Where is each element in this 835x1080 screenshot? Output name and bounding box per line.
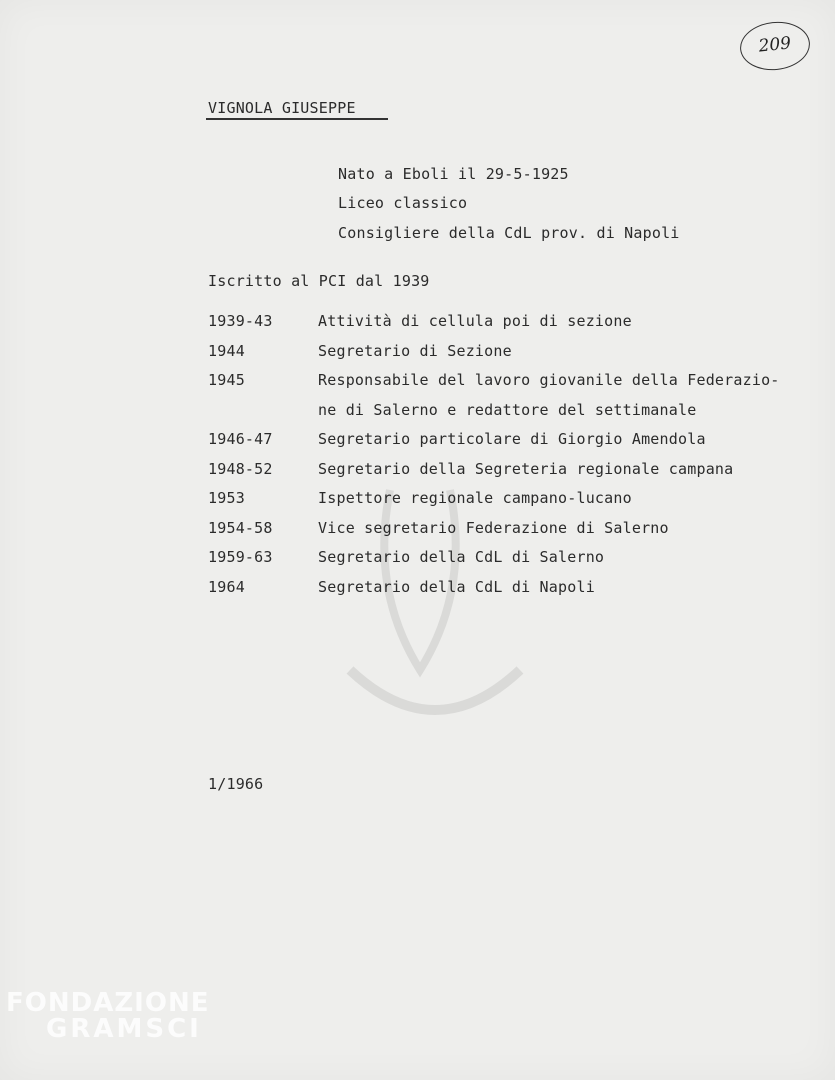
page-number-stamp <box>738 18 813 73</box>
timeline-year: 1939-43 <box>208 312 273 330</box>
faint-emblem-watermark <box>330 470 540 750</box>
timeline-year: 1959-63 <box>208 548 273 566</box>
timeline-year: 1945 <box>208 371 245 389</box>
timeline-description: ne di Salerno e redattore del settimanale <box>318 400 697 419</box>
heading-underline <box>206 118 388 120</box>
timeline-year: 1944 <box>208 341 245 360</box>
logo-line-1: FONDAZIONE <box>6 988 210 1018</box>
page-number: 209 <box>757 33 793 57</box>
education-info: Liceo classico <box>338 194 468 212</box>
timeline-description: Vice segretario Federazione di Salerno <box>318 518 669 537</box>
timeline-description: Segretario della CdL di Napoli <box>318 577 595 596</box>
timeline-year: 1964 <box>208 577 245 596</box>
timeline-year: 1946-47 <box>208 430 273 448</box>
fondazione-gramsci-logo <box>6 990 209 1042</box>
timeline-year: 1954-58 <box>208 518 273 537</box>
timeline-description: Segretario di Sezione <box>318 341 512 360</box>
document-date: 1/1966 <box>208 775 264 793</box>
timeline-description: Attività di cellula poi di sezione <box>318 312 632 330</box>
timeline-description: Segretario particolare di Giorgio Amendola <box>318 430 706 448</box>
timeline-description: Responsabile del lavoro giovanile della Federazio- <box>318 371 780 389</box>
person-name-heading: VIGNOLA GIUSEPPE <box>208 99 356 117</box>
timeline-description: Segretario della Segreteria regionale campana <box>318 459 734 478</box>
timeline-description: Ispettore regionale campano-lucano <box>318 489 632 507</box>
birth-info: Nato a Eboli il 29-5-1925 <box>338 165 569 183</box>
timeline-year: 1948-52 <box>208 459 273 478</box>
logo-line-2: GRAMSCI <box>46 1014 202 1044</box>
party-membership: Iscritto al PCI dal 1939 <box>208 272 430 290</box>
position-info: Consigliere della CdL prov. di Napoli <box>338 224 680 242</box>
timeline-description: Segretario della CdL di Salerno <box>318 548 605 566</box>
timeline-year: 1953 <box>208 489 245 507</box>
